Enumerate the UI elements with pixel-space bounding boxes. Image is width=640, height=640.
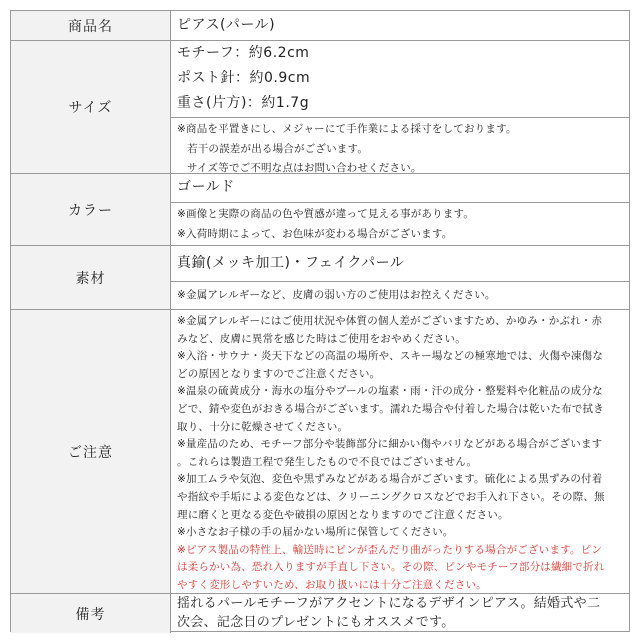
caution-line: どで、錆や変色がおきる場合がございます。濡れた場合や付着した場合は乾いた布で拭き: [177, 402, 604, 415]
row-remarks: [11, 594, 629, 633]
caution-line: ※量産品のため、モチーフ部分や装飾部分に細かい傷やバリなどがある場合がございます: [177, 438, 603, 451]
caution-warning-line: は柔らかい為、恐れ入りますが手直し下さい。その際、ピンやモチーフ部分は繊細で折れ: [177, 561, 605, 574]
size-motif: モチーフ：約6.2cm: [177, 45, 310, 61]
row-material: [11, 246, 629, 310]
row-product-name: [11, 11, 629, 41]
caution-line: ※小さなお子様の手の届かない場所に保管してください。: [177, 526, 454, 539]
label-caution: ご注意: [11, 310, 171, 593]
size-note: 若干の誤差が出る場合がございます。: [187, 142, 369, 155]
color-value: ゴールド: [177, 179, 235, 195]
row-size: [11, 41, 629, 174]
caution-line: や指紋や手垢による変色などは、クリーニングクロスなどでお手入れ下さい。その際、無: [177, 490, 605, 503]
caution-line: 理に磨くと更なる変色や破損の原因となりますのでご注意ください。: [177, 508, 509, 521]
product-spec-table: [10, 10, 630, 632]
caution-line: ※温泉の硫黄成分・海水の塩分やプールの塩素・雨・汗の成分・整髪料や化粧品の成分な: [177, 385, 603, 398]
caution-line: ※入浴・サウナ・炎天下などの高温の場所や、スキー場などの極寒地では、火傷や凍傷な: [177, 350, 604, 363]
caution-line: ※加工ムラや気泡、変色や黒ずみなどがある場合がございます。硫化による黒ずみの付着: [177, 473, 603, 486]
size-weight: 重さ(片方)：約1.7g: [177, 95, 310, 111]
product-name-value: ピアス(パール): [177, 17, 276, 33]
size-note: ※商品を平置きにし、メジャーにて手作業による採寸をしております。: [177, 123, 517, 135]
row-color: [11, 174, 629, 246]
remarks-line: 次会、記念日のプレゼントにもオススメです。: [177, 615, 455, 630]
label-size: サイズ: [11, 41, 171, 173]
caution-warning-line: ※ピアス製品の特性上、輸送時にピンが歪んだり曲がったりする場合がございます。ピン: [177, 543, 603, 556]
color-note: ※入荷時期によって、お色味が変わる場合がございます。: [177, 227, 453, 240]
label-remarks: 備考: [11, 594, 171, 633]
size-post: ポスト針：約0.9cm: [177, 70, 311, 86]
caution-line: ※金属アレルギーにはご使用状況や体質の個人差がございますため、かゆみ・かぶれ・赤: [177, 315, 603, 327]
label-product-name: 商品名: [11, 11, 171, 40]
caution-line: 取り、十分に乾燥させてください。: [177, 420, 349, 433]
material-note: ※金属アレルギーなど、皮膚の弱い方のご使用はお控えください。: [177, 289, 496, 301]
label-color: カラー: [11, 174, 171, 245]
color-note: ※画像と実際の商品の色や質感が違って見える事があります。: [177, 208, 475, 220]
material-value: 真鍮(メッキ加工)・フェイクパール: [177, 255, 405, 271]
row-caution: [11, 310, 629, 594]
caution-line: どの原因となりますのでご注意ください。: [177, 367, 381, 380]
caution-line: 。これらは製造工程で発生したもので不良ではございません。: [177, 455, 478, 468]
caution-warning-line: やすく変形しやすいため、お取り扱いには十分ご注意ください。: [177, 578, 487, 591]
size-note: サイズ等でご不明な点はお問い合わせください。: [187, 162, 422, 174]
label-material: 素材: [11, 246, 171, 309]
caution-line: みなど、皮膚に異常を感じた時はご使用をおやめください。: [177, 332, 466, 345]
remarks-line: 揺れるパールモチーフがアクセントになるデザインピアス。結婚式や二: [177, 596, 601, 611]
